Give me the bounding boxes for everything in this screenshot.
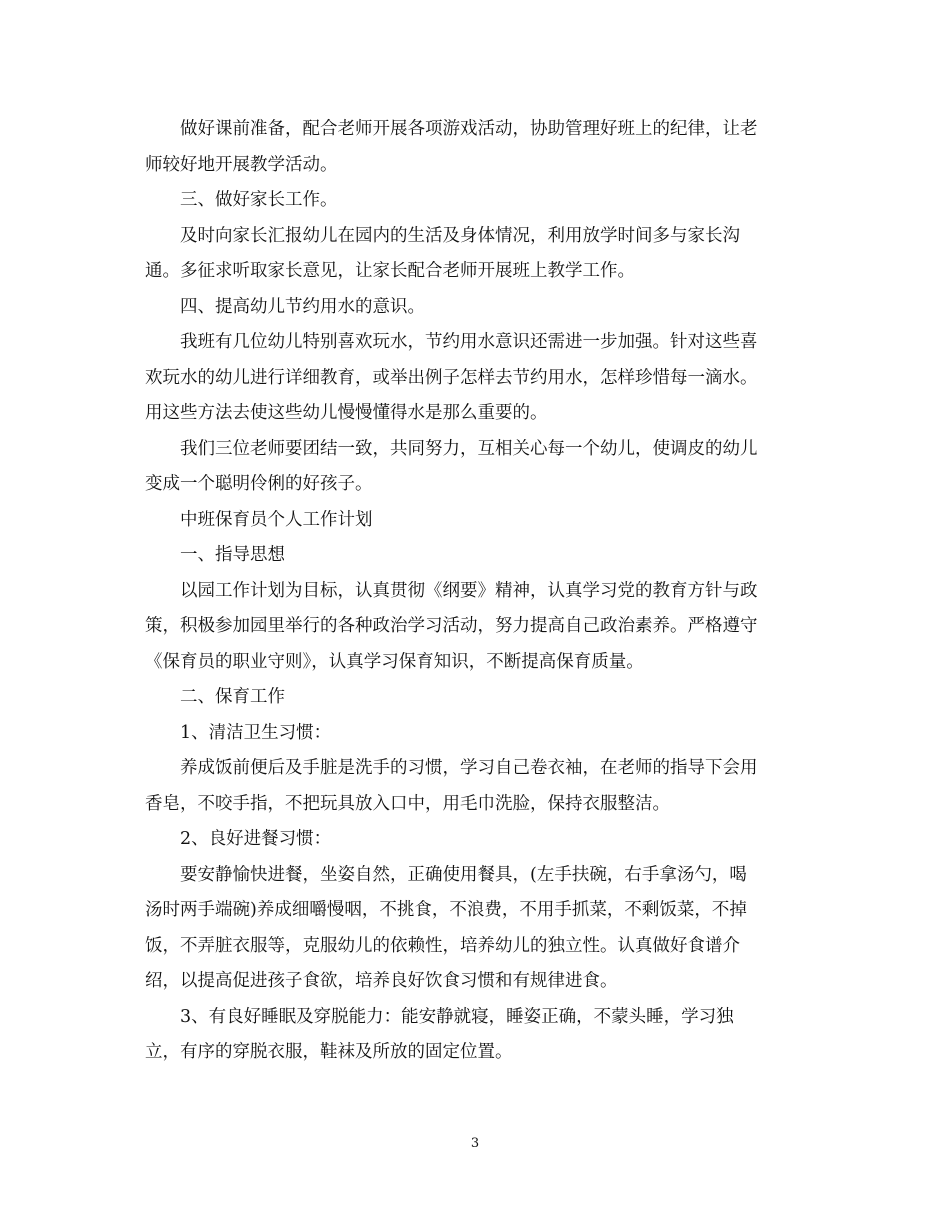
text-line: 立，有序的穿脱衣服，鞋袜及所放的固定位置。: [145, 1042, 513, 1062]
section-heading: [145, 680, 805, 716]
text-line: 汤时两手端碗)养成细嚼慢咽，不挑食，不浪费，不用手抓菜，不剩饭菜，不掉: [145, 900, 747, 920]
text-line: 做好课前准备，配合老师开展各项游戏活动，协助管理好班上的纪律，让老: [180, 119, 758, 139]
text-line: 三、做好家长工作。: [180, 190, 338, 210]
text-line: 二、保育工作: [180, 687, 285, 707]
paragraph: [145, 432, 805, 503]
section-heading: [145, 290, 805, 326]
text-line: 2、良好进餐习惯：: [180, 829, 332, 849]
paragraph: [145, 751, 805, 822]
subsection-heading: [145, 716, 805, 752]
document-subtitle: [145, 503, 805, 539]
section-heading: [145, 183, 805, 219]
text-line: 绍，以提高促进孩子食欲，培养良好饮食习惯和有规律进食。: [145, 971, 618, 991]
paragraph: [145, 858, 805, 1000]
text-line: 我们三位老师要团结一致，共同努力，互相关心每一个幼儿，使调皮的幼儿: [180, 438, 758, 459]
text-line: 要安静愉快进餐，坐姿自然，正确使用餐具，(左手扶碗，右手拿汤勺，喝: [180, 864, 747, 885]
text-line: 《保育员的职业守则》，认真学习保育知识，不断提高保育质量。: [145, 651, 644, 672]
text-line: 以园工作计划为目标，认真贯彻《纲要》精神，认真学习党的教育方针与政: [180, 580, 758, 601]
text-line: 香皂，不咬手指，不把玩具放入口中，用毛巾洗脸，保持衣服整洁。: [145, 793, 670, 814]
subsection-heading: [145, 822, 805, 858]
text-line: 中班保育员个人工作计划: [180, 509, 373, 530]
paragraph: [145, 112, 805, 183]
paragraph: [145, 1000, 805, 1071]
paragraph: [145, 219, 805, 290]
paragraph: [145, 574, 805, 681]
text-line: 1、清洁卫生习惯：: [180, 722, 332, 743]
text-line: 一、指导思想: [180, 545, 285, 565]
page-number: 3: [470, 1136, 480, 1151]
text-line: 通。多征求听取家长意见，让家长配合老师开展班上教学工作。: [145, 261, 635, 281]
paragraph: [145, 325, 805, 432]
text-line: 四、提高幼儿节约用水的意识。: [180, 296, 425, 317]
text-line: 策，积极参加园里举行的各种政治学习活动，努力提高自己政治素养。严格遵守: [145, 616, 758, 636]
section-heading: [145, 538, 805, 574]
text-line: 养成饭前便后及手脏是洗手的习惯，学习自己卷衣袖，在老师的指导下会用: [180, 758, 758, 778]
text-line: 师较好地开展教学活动。: [145, 154, 338, 175]
text-line: 用这些方法去使这些幼儿慢慢懂得水是那么重要的。: [145, 403, 548, 423]
text-line: 饭，不弄脏衣服等，克服幼儿的依赖性，培养幼儿的独立性。认真做好食谱介: [145, 935, 740, 956]
text-line: 变成一个聪明伶俐的好孩子。: [145, 474, 373, 494]
text-line: 3、有良好睡眠及穿脱能力：能安静就寝，睡姿正确，不蒙头睡，学习独: [180, 1006, 734, 1027]
text-line: 及时向家长汇报幼儿在园内的生活及身体情况，利用放学时间多与家长沟: [180, 225, 740, 246]
text-line: 欢玩水的幼儿进行详细教育，或举出例子怎样去节约用水，怎样珍惜每一滴水。: [145, 367, 758, 388]
text-line: 我班有几位幼儿特别喜欢玩水，节约用水意识还需进一步加强。针对这些喜: [180, 332, 758, 352]
document-body: [145, 112, 805, 1071]
